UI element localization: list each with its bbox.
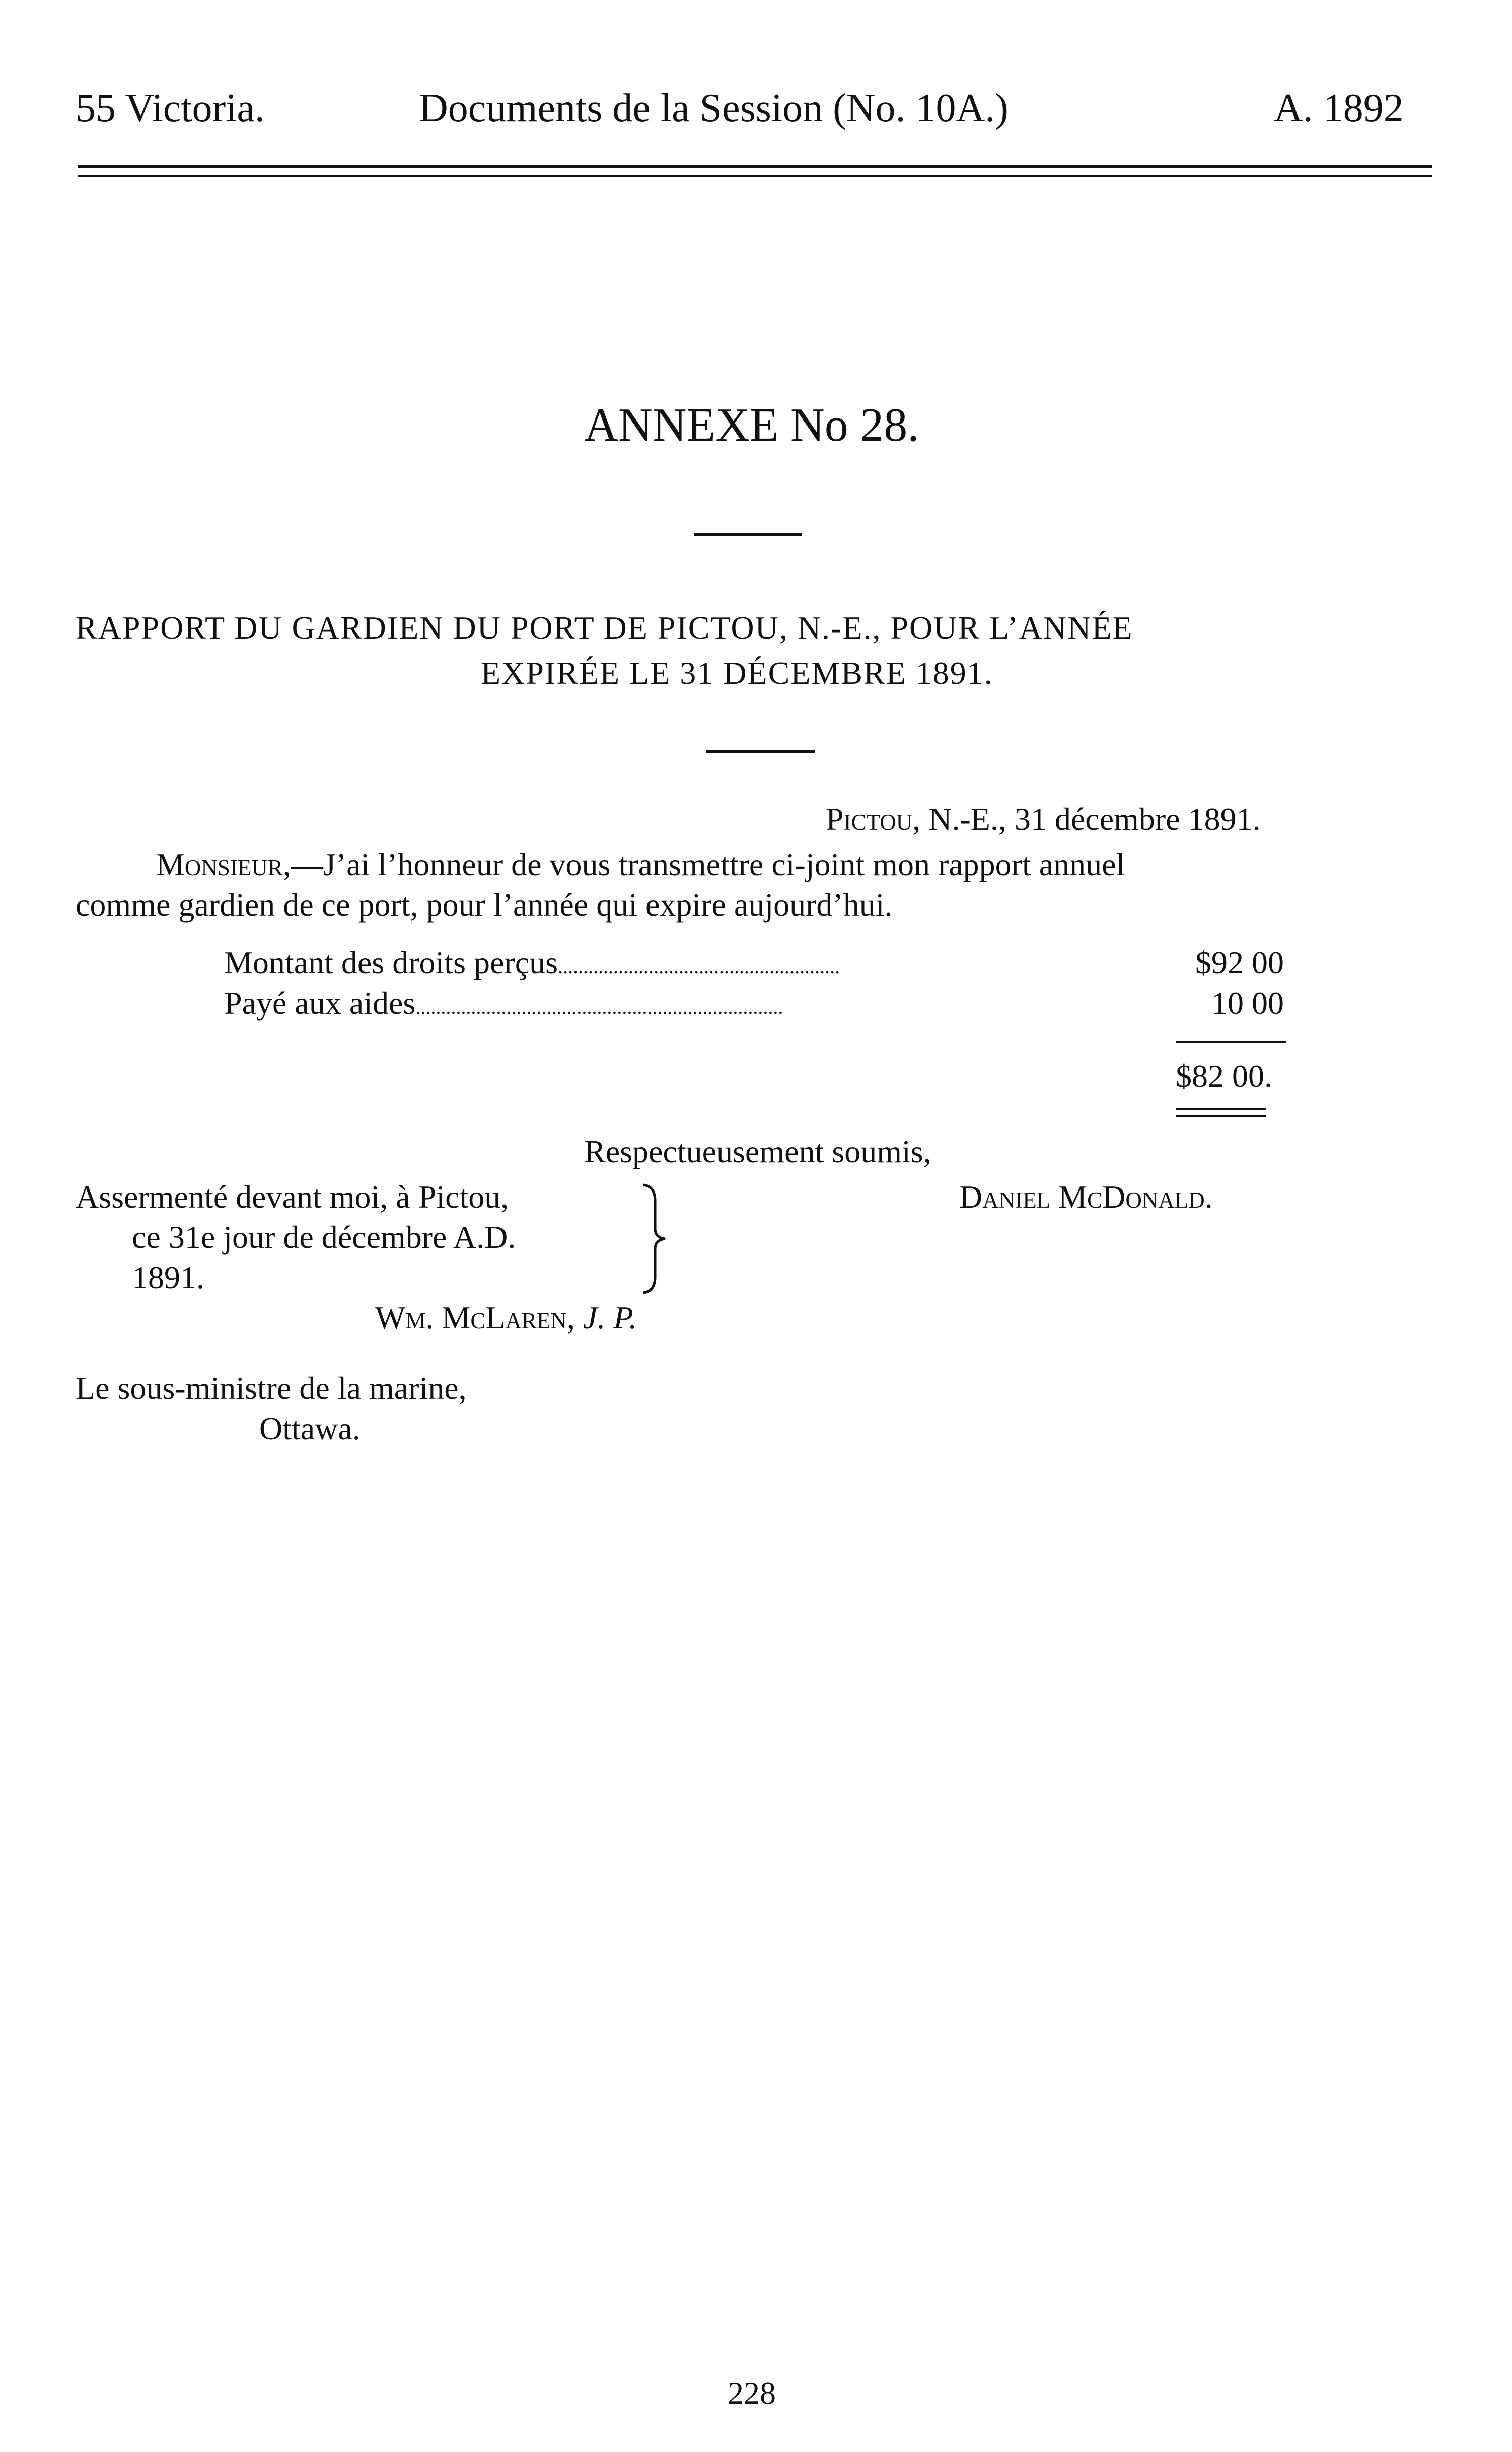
header-right: A. 1892: [1274, 86, 1404, 130]
oath-brace: [637, 1181, 672, 1297]
justice-line: [375, 1302, 637, 1334]
dateline: [826, 803, 1261, 835]
account-row-2-label: [224, 987, 783, 1019]
dateline-place: Pictou: [826, 801, 913, 837]
annex-title: ANNEXE No 28.: [584, 399, 919, 451]
account-row-2-amount: 10 00: [1211, 985, 1284, 1021]
salutation: Monsieur,: [156, 847, 291, 882]
account-label: Montant des droits perçus: [224, 945, 558, 980]
header-left: 55 Victoria.: [76, 86, 265, 130]
page-number: 228: [728, 2375, 776, 2411]
total-double-rule-top: [1176, 1108, 1266, 1110]
justice-name: Wm. McLaren,: [375, 1300, 575, 1336]
dateline-rest: , N.-E., 31 décembre 1891.: [912, 801, 1261, 837]
title-separator: [694, 533, 802, 536]
sum-rule: [1176, 1041, 1286, 1043]
signature: Daniel McDonald.: [959, 1179, 1213, 1215]
oath-line1: Assermenté devant moi, à Pictou,: [76, 1179, 509, 1215]
leader-dots: ........................................................: [558, 955, 840, 978]
account-row-1-label: [224, 947, 840, 979]
letter-line1-rest: —J’ai l’honneur de vous transmettre ci-joint mon rapport annuel: [291, 847, 1125, 882]
letter-line1: [156, 849, 1125, 881]
report-title-line1: RAPPORT DU GARDIEN DU PORT DE PICTOU, N.-E., POUR L’ANNÉE: [76, 610, 1133, 646]
total-double-rule-bottom: [1176, 1115, 1266, 1117]
oath-line3: 1891.: [132, 1259, 204, 1295]
header-rule-bottom: [78, 175, 1432, 177]
leader-dots: .........................................................................: [415, 996, 783, 1018]
account-label: Payé aux aides: [224, 985, 416, 1021]
closing: Respectueusement soumis,: [584, 1134, 931, 1169]
header-center: Documents de la Session (No. 10A.): [419, 86, 1009, 130]
addressee-line1: Le sous-ministre de la marine,: [76, 1370, 467, 1406]
addressee-line2: Ottawa.: [259, 1411, 361, 1446]
account-row-1-amount: $92 00: [1195, 945, 1284, 980]
account-total: $82 00.: [1176, 1058, 1272, 1094]
report-title-line2: EXPIRÉE LE 31 DÉCEMBRE 1891.: [481, 655, 993, 691]
oath-line2: ce 31e jour de décembre A.D.: [132, 1219, 516, 1255]
letter-line2: comme gardien de ce port, pour l’année qui expire aujourd’hui.: [76, 887, 893, 923]
report-separator: [706, 750, 815, 753]
justice-title: J. P.: [583, 1300, 637, 1336]
header-rule-top: [78, 165, 1432, 168]
